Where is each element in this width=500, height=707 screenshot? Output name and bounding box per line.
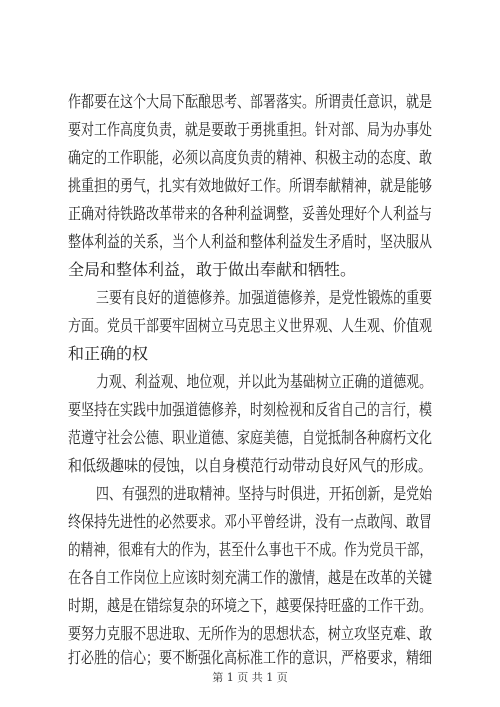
text-line <box>0 594 500 618</box>
text-line <box>0 646 500 670</box>
text-line <box>0 258 500 282</box>
text-line <box>0 146 500 170</box>
text-line-content: 的精神，很难有大的作为，甚至什么事也干不成。作为党员干部， <box>68 540 433 559</box>
text-line-content: 要对工作高度负责，就是要敢于勇挑重担。针对部、局为办事处 <box>68 120 433 139</box>
text-line <box>0 510 500 534</box>
text-line <box>0 426 500 450</box>
text-line-content: 范遵守社会公德、职业道德、家庭美德，自觉抵制各种腐朽文化 <box>68 428 433 447</box>
text-line <box>0 482 500 506</box>
text-line <box>0 118 500 142</box>
text-line-content: 终保持先进性的必然要求。邓小平曾经讲，没有一点敢闯、敢冒 <box>68 512 433 531</box>
text-line <box>0 314 500 338</box>
text-line <box>0 622 500 646</box>
text-line-content: 四、有强烈的进取精神。坚持与时俱进，开拓创新，是党始 <box>96 484 433 503</box>
text-line-content: 力观、利益观、地位观，并以此为基础树立正确的道德观。 <box>96 372 433 391</box>
text-line-content: 时期，越是在错综复杂的环境之下，越要保持旺盛的工作干劲。 <box>68 596 433 615</box>
text-line-content: 要坚持在实践中加强道德修养，时刻检视和反省自己的言行，模 <box>68 400 433 419</box>
text-line <box>0 370 500 394</box>
text-line-content: 要努力克服不思进取、无所作为的思想状态，树立攻坚克难、敢 <box>68 624 433 643</box>
text-line-content: 挑重担的勇气，扎实有效地做好工作。所谓奉献精神，就是能够 <box>68 176 433 195</box>
text-line-content: 和低级趣味的侵蚀，以自身模范行动带动良好风气的形成。 <box>68 456 433 475</box>
text-line <box>0 202 500 226</box>
text-line-content: 三要有良好的道德修养。加强道德修养，是党性锻炼的重要 <box>96 288 433 307</box>
text-line <box>0 174 500 198</box>
text-line-content: 和正确的权 <box>68 344 149 363</box>
text-line-content: 全局和整体利益，敢于做出奉献和牺牲。 <box>68 260 357 279</box>
text-line <box>0 398 500 422</box>
text-line <box>0 566 500 590</box>
text-line <box>0 538 500 562</box>
text-line-content: 确定的工作职能，必须以高度负责的精神、积极主动的态度、敢 <box>68 148 433 167</box>
text-line <box>0 454 500 478</box>
text-line <box>0 230 500 254</box>
text-line-content: 在各自工作岗位上应该时刻充满工作的激情，越是在改革的关键 <box>68 568 433 587</box>
text-line <box>0 286 500 310</box>
text-line-content: 正确对待铁路改革带来的各种利益调整，妥善处理好个人利益与 <box>68 204 433 223</box>
text-line <box>0 90 500 114</box>
text-line-content: 作都要在这个大局下酝酿思考、部署落实。所谓责任意识，就是 <box>68 92 433 111</box>
text-line <box>0 342 500 366</box>
page-footer: 第 1 页 共 1 页 <box>212 671 288 684</box>
text-line-content: 方面。党员干部要牢固树立马克思主义世界观、人生观、价值观 <box>68 316 433 335</box>
text-line-content: 整体利益的关系，当个人利益和整体利益发生矛盾时，坚决服从 <box>68 232 433 251</box>
text-line-content: 打必胜的信心；要不断强化高标准工作的意识，严格要求，精细 <box>68 648 433 667</box>
